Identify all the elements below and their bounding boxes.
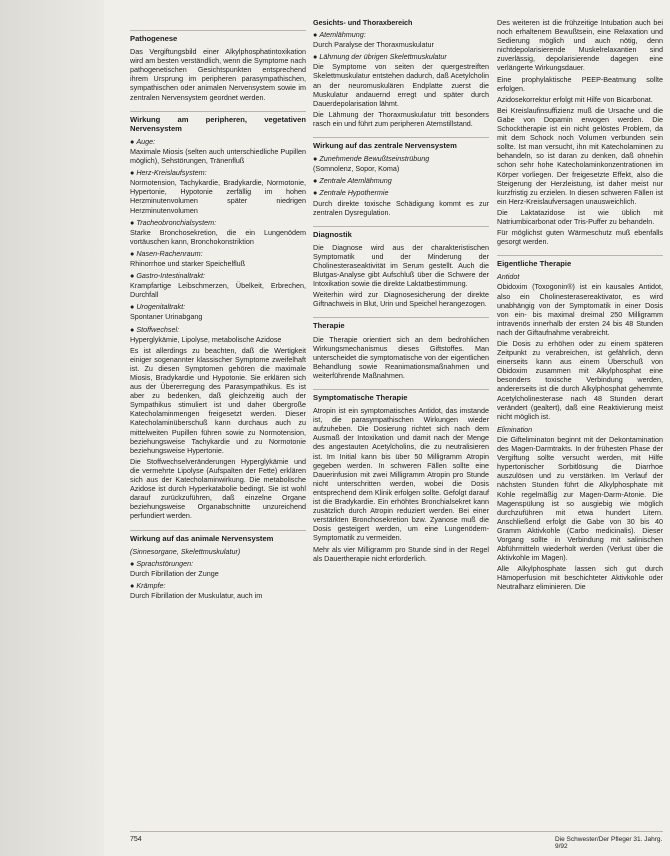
paragraph: Die Dosis zu erhöhen oder zu einem späteren Zeitpunkt zu verabreichen, ist gefährlich, denn einerseits kann aus einem Überschuß von Obidoxim zusammen mit Alkylphosphat eine besonders toxische Verbindung werden, andererseits ist die durch Alkylphosphat gehemmte Acetylcholinesterase nach 48 Stunden derart verändert (gealtert), daß eine Reaktivierung meist nicht möglich ist. xyxy=(497,339,663,421)
paragraph: Die Lähmung der Thoraxmuskulatur tritt besonders rasch ein und führt zum peripheren Atemstillstand. xyxy=(313,109,489,128)
subheading-antidot: Antidot xyxy=(497,272,520,282)
bullet-herz: ● Herz-Kreislaufsystem: xyxy=(130,168,306,177)
paragraph: (Somnolenz, Sopor, Koma) xyxy=(313,164,400,174)
bullet-bewusstsein: ● Zunehmende Bewußtseinstrübung xyxy=(313,154,489,163)
bullet-gastro: ● Gastro-Intestinaltrakt: xyxy=(130,271,306,280)
paragraph: Bei Kreislaufinsuffizienz muß die Ursache und die Gabe von Dopamin erwogen werden. Die Schocktherapie ist ein nicht gelöstes Problem, da mit dem Schock noch Volumen verbunden sein sollte. Ist man versucht, ihn mit Katecholaminen zu behandeln, so ist daran zu denken, daß ohnehin schon sehr hohe Katecholaminkonzentrationen im Körper vorliegen. Der freigesetzte Effekt, also die Steigerung der Herzleistung, ist daher meist nur kurzfristig zu erzielen. In diesen schweren Fällen ist ein Herz-Kreislaufversagen unausweichlich. xyxy=(497,105,663,206)
heading-animal: Wirkung auf das animale Nervensystem xyxy=(130,530,306,543)
bullet-atem: ● Atemlähmung: xyxy=(313,30,489,39)
bullet-sprache: ● Sprachstörungen: xyxy=(130,559,306,568)
subheading-elimination: Elimination xyxy=(497,424,533,434)
bullet-kraempfe: ● Krämpfe: xyxy=(130,581,306,590)
paragraph: Für möglichst guten Wärmeschutz muß ebenfalls gesorgt werden. xyxy=(497,228,663,247)
bullet-uro: ● Urogenitaltrakt: xyxy=(130,302,306,311)
bullet-tracheo: ● Tracheobronchialsystem: xyxy=(130,218,306,227)
paragraph: Krampfartige Leibschmerzen, Übelkeit, Erbrechen, Durchfall xyxy=(130,281,306,300)
paragraph: Eine prophylaktische PEEP-Beatmung sollte erfolgen. xyxy=(497,74,663,93)
paragraph: Die Gifteliminaton beginnt mit der Dekontamination des Magen-Darmtrakts. In der frühesten Phase der Vergiftung sollte versucht werden, mit Hilfe hypertonischer Sorbitlösung die Diarrhoe auszulösen und zu verstärken. Im Verlauf der nächsten Stunden führt die Alkylphosphate mit Kohle regelmäßig zur Magen-Darm-Atonie. Die Magenspülung ist so ausgiebig wie möglich durchzuführen mit etwa hundert Litern. Anschließend erfolgt die Gabe von 30 bis 40 Gramm Aktivkohle (Carbo medicinalis). Dieser Vorgang sollte in Verbindung mit salinischen Abführmitteln wiederholt werden (Verlust über die Aktivkohle im Magen). xyxy=(497,434,663,563)
heading-pathogenese: Pathogenese xyxy=(130,30,306,43)
paragraph: Hyperglykämie, Lipolyse, metabolische Azidose xyxy=(130,334,282,344)
paragraph: Rhinorrhoe und starker Speichelfluß xyxy=(130,258,246,268)
column-left xyxy=(130,18,306,602)
paragraph: Atropin ist ein symptomatisches Antidot, das imstande ist, die parasympathischen Wirkungen wieder aufzuheben. Die Dosierung richtet sich nach dem Ausmaß der Intoxikation und damit nach der Menge des angestauten Acetylcholins, die zu neutralisieren ist. Im Initial kann bis über 50 Milligramm Atropin gegeben werden. In schweren Fällen sollte eine Dauerinfusion mit zwei Milligramm Atropin pro Stunde nicht unterschritten werden, wobei die Dosis entsprechend dem Klinik erfolgen sollte. Gefolgt darauf ist die Bradykardie. Ein erhöhtes Bronchialsekret kann zusätzlich durch Atropin reduziert werden. Bei einer verstärkten Bronchosekretion bzw. Zyanose muß die Dosis gesteigert werden, um eine Lungenödem-Symptomatik zu vermeiden. xyxy=(313,406,489,543)
paragraph: Spontaner Urinabgang xyxy=(130,312,203,322)
paragraph: Die Stoffwechselveränderungen Hyperglykämie und die vermehrte Lipolyse (Aufspalten der Fette) erklären sich aus der Katecholaminwirkung. Die metabolische Azidose ist durch Hyperkatabolie bedingt. Sie ist wohl darauf zurückzuführen, daß einzelne Organe beziehungsweise Organabschnitte unzureichend perfundiert werden. xyxy=(130,456,306,521)
bullet-nase: ● Nasen-Rachenraum: xyxy=(130,249,306,258)
paragraph: Durch Fibrillation der Zunge xyxy=(130,568,219,578)
paragraph: Die Diagnose wird aus der charakteristischen Symptomatik und der Minderung der Cholinesteraseaktivität im Serum gestellt. Auch die Blutgas-Analyse gibt Aufschluß über die Schwere der Intoxikation sowie die direkte Laktatbestimmung. xyxy=(313,242,489,289)
heading-therapie: Therapie xyxy=(313,317,489,330)
page-gutter xyxy=(0,0,104,856)
paragraph: Die Laktatazidose ist wie üblich mit Natriumbicarbonat oder Tris-Puffer zu behandeln. xyxy=(497,207,663,226)
column-middle xyxy=(313,18,489,565)
bullet-stoffwechsel: ● Stoffwechsel: xyxy=(130,325,306,334)
paragraph: Durch Paralyse der Thoraxmuskulatur xyxy=(313,40,434,50)
heading-zns: Wirkung auf das zentrale Nervensystem xyxy=(313,137,489,150)
bullet-laehmung: ● Lähmung der übrigen Skelettmuskulatur xyxy=(313,52,489,61)
paragraph: Weiterhin wird zur Diagnosesicherung der direkte Giftnachweis in Blut, Urin und Speichel herangezogen. xyxy=(313,290,489,309)
bullet-hypothermie: ● Zentrale Hypothermie xyxy=(313,188,489,197)
paragraph: Obidoxim (Toxogonin®) ist ein kausales Antidot, also ein Cholinesterasereaktivator, es wird unabhängig von der Symptomatik in einer Dosis von ein- bis maximal dreimal 250 Milligramm intravenös innerhalb der ersten 24 bis 48 Stunden nach der Giftaufnahme verabreicht. xyxy=(497,282,663,337)
subheading: (Sinnesorgane, Skelettmuskulatur) xyxy=(130,546,241,556)
heading-eigentliche: Eigentliche Therapie xyxy=(497,255,663,268)
paragraph: Des weiteren ist die frühzeitige Intubation auch bei noch erhaltenem Bewußtsein, eine Relaxation und Sedierung möglich und auch nötig, denn nichtdepolarisierende Muskelrelaxantien sind zuverlässig, depolarisierende dagegen eine verlängerte Wirkungsdauer. xyxy=(497,18,663,73)
column-right xyxy=(497,18,663,594)
bullet-auge: ● Auge: xyxy=(130,137,306,146)
paragraph: Azidosekorrektur erfolgt mit Hilfe von Bicarbonat. xyxy=(497,94,653,104)
paragraph: Durch direkte toxische Schädigung kommt es zur zentralen Dysregulation. xyxy=(313,198,489,217)
page-number: 754 xyxy=(130,836,142,843)
paragraph: Durch Fibrillation der Muskulatur, auch im xyxy=(130,590,263,600)
paragraph: Die Symptome von seiten der quergestreiften Skelettmuskulatur entstehen dadurch, daß Acetylcholin an der neuromuskulären Endplatte zuerst die Muskulatur andauernd erregt und später durch Dauerdepolarisation lähmt. xyxy=(313,62,489,108)
bullet-atemlaehmung: ● Zentrale Atemlähmung xyxy=(313,176,489,185)
paragraph: Es ist allerdings zu beachten, daß die Wertigkeit einiger sogenannter klassischer Symptome zweifelhaft ist. Zu diesen Symptomen gehören die maximale Miosis, Bradykardie und Hypotonie. Sie erklären sich aus der Übererregung des Parasympathikus. Es ist aber zu bedenken, daß gleichzeitig auch der Sympathikus stimuliert ist und daher übergroße Katecholaminmengen freigesetzt werden. Dieser Katecholaminüberschuß kann durchaus auch zu mittelweiten Pupillen führen sowie zu Normotension, beziehungsweise Tachykardie und zu Normotonie beziehungsweise Hypertonie. xyxy=(130,345,306,455)
paragraph: Mehr als vier Milligramm pro Stunde sind in der Regel als Dauertherapie nicht erforderlich. xyxy=(313,544,489,563)
paragraph: Alle Alkylphosphate lassen sich gut durch Hämoperfusion mit beschichteter Aktivkohle oder Neutralharz eliminieren. Die xyxy=(497,564,663,592)
footer-divider xyxy=(130,831,663,832)
heading-symptomatisch: Symptomatische Therapie xyxy=(313,389,489,402)
heading-diagnostik: Diagnostik xyxy=(313,226,489,239)
heading-gesicht: Gesichts- und Thoraxbereich xyxy=(313,18,413,27)
journal-name: Die Schwester/Der Pfleger 31. Jahrg. 9/92 xyxy=(555,836,663,850)
paragraph: Das Vergiftungsbild einer Alkylphosphatintoxikation wird am besten verständlich, wenn die Symptome nach pathogenetischen Gesichtspunkten entsprechend ihrem Ursprung im peripheren parasympathischen, sympathischen oder animalen Nervensystem sowie im zentralen Nervensystem geordnet werden. xyxy=(130,47,306,102)
heading-vegetative: Wirkung am peripheren, vegetativen Nervensystem xyxy=(130,111,306,133)
paragraph: Maximale Miosis (selten auch unterschiedliche Pupillen möglich), Sehstörungen, Tränenfluß xyxy=(130,146,306,166)
paragraph: Starke Bronchosekretion, die ein Lungenödem vortäuschen kann, Bronchokonstriktion xyxy=(130,227,306,246)
paragraph: Normotension, Tachykardie, Bradykardie, Normotonie, Hypertonie, Hypotonie zerfällig im hohen Herzminutenvolumen später niedrigen Herzminutenvolumen xyxy=(130,178,306,215)
paragraph: Die Therapie orientiert sich an dem bedrohlichen Wirkungsmechanismus dieses Giftstoffes. Man unterscheidet die symptomatische von der eigentlichen Behandlung sowie Reanimationsmaßnahmen und weiterführende Maßnahmen. xyxy=(313,334,489,380)
